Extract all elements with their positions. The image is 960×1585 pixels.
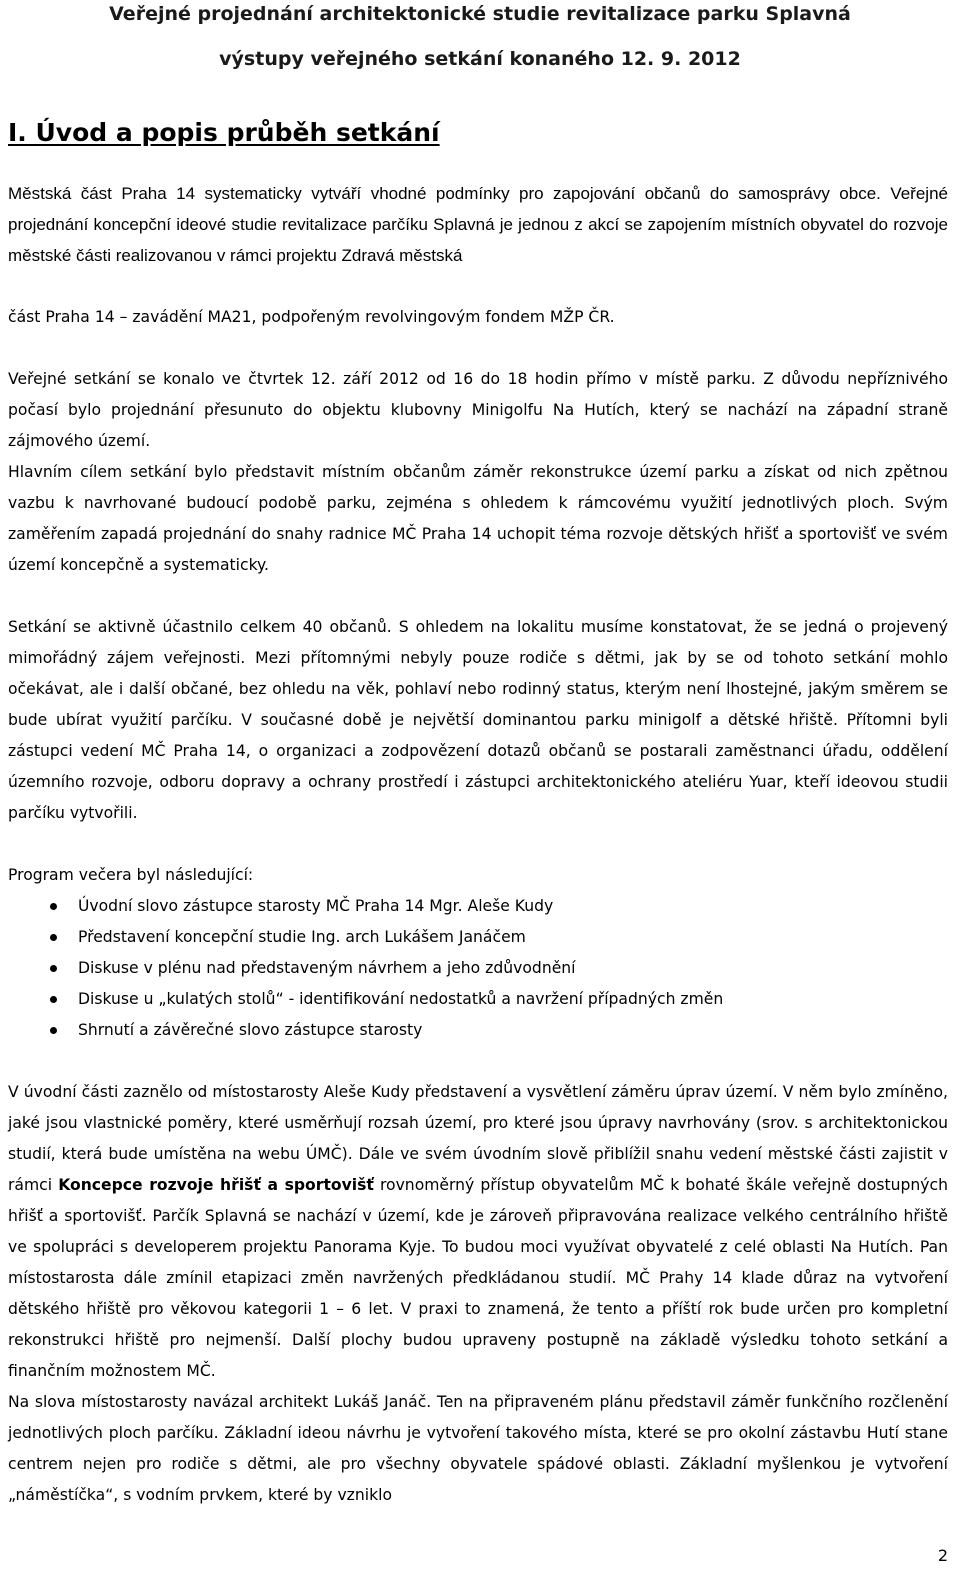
main-content [8,302,948,1511]
program-item: Diskuse u „kulatých stolů“ - identifikování nedostatků a navržení případných změn [78,984,948,1015]
intro-block [8,178,948,271]
bold-concept-title: Koncepce rozvoje hřišť a sportovišť [58,1176,374,1194]
page-number: 2 [937,1546,948,1565]
paragraph-introduction-speech [8,1077,948,1387]
paragraph-text: rovnoměrný přístup obyvatelům MČ k bohaté škále veřejně dostupných hřišť a sportovišť. Parčík Splavná se nachází v území, kde je zároveň připravována realizace velkého centrálního hřiště ve spolupráci s developerem projektu Panorama Kyje. To budou moci využívat obyvatelé z celé oblasti Na Hutích. Pan místostarosta dále zmínil etapizaci změn navržených předkládanou studií. MČ Prahy 14 klade důraz na vytvoření dětského hřiště pro věkovou kategorii 1 – 6 let. V praxi to znamená, že tento a příští rok bude určen pro kompletní rekonstrukci hřiště pro nejmenší. Další plochy budou upraveny postupně na základě výsledku tohoto setkání a finančním možnostem MČ. [8,1176,948,1380]
paragraph-architect: Na slova místostarosty navázal architekt Lukáš Janáč. Ten na připraveném plánu představil záměr funkčního rozčlenění jednotlivých ploch parčíku. Základní ideou návrhu je vytvoření takového místa, které se pro okolní zástavbu Hutí stane centrem nejen pro rodiče s dětmi, ale pro všechny obyvatele spádové oblasti. Základní myšlenkou je vytvoření „náměstíčka“, s vodním prvkem, které by vzniklo [8,1393,948,1504]
program-item: Představení koncepční studie Ing. arch Lukášem Janáčem [78,922,948,953]
paragraph-meeting-date: Veřejné setkání se konalo ve čtvrtek 12. září 2012 od 16 do 18 hodin přímo v místě parku. Z důvodu nepříznivého počasí bylo projednání přesunuto do objektu klubovny Minigolfu Na Hutích, který se nachází na západní straně zájmového území. [8,370,948,450]
document-title: Veřejné projednání architektonické studie revitalizace parku Splavná [109,3,851,25]
paragraph-goal: Hlavním cílem setkání bylo představit místním občanům záměr rekonstrukce území parku a získat od nich zpětnou vazbu k navrhované budoucí podobě parku, zejména s ohledem k rámcovému využití jednotlivých ploch. Svým zaměřením zapadá projednání do snahy radnice MČ Praha 14 uchopit téma rozvoje dětských hřišť a sportovišť ve svém území koncepčně a systematicky. [8,463,948,574]
paragraph-intro: Městská část Praha 14 systematicky vytváří vhodné podmínky pro zapojování občanů do samosprávy obce. Veřejné projednání koncepční ideové studie revitalizace parčíku Splavná je jednou z akcí se zapojením místních obyvatel do rozvoje městské části realizovanou v rámci projektu Zdravá městská [8,184,948,265]
program-item: Shrnutí a závěrečné slovo zástupce starosty [78,1015,948,1046]
paragraph-attendance: Setkání se aktivně účastnilo celkem 40 občanů. S ohledem na lokalitu musíme konstatovat, že se jedná o projevený mimořádný zájem veřejnosti. Mezi přítomnými nebyly pouze rodiče s dětmi, jak by se od tohoto setkání mohlo očekávat, ale i další občané, bez ohledu na věk, pohlaví nebo rodinný status, kterým není lhostejné, jakým směrem se bude ubírat využití parčíku. V současné době je největší dominantou parku minigolf a dětské hřiště. Přítomni byli zástupci vedení MČ Praha 14, o organizaci a zodpovězení dotazů občanů se postarali zaměstnanci úřadu, oddělení územního rozvoje, odboru dopravy a ochrany prostředí i zástupci architektonického ateliéru Yuar, kteří ideovou studii parčíku vytvořili. [8,618,948,822]
program-intro: Program večera byl následující: [8,866,254,884]
paragraph-intro-continued: část Praha 14 – zavádění MA21, podpořeným revolvingovým fondem MŽP ČR. [8,308,615,326]
program-list [8,891,948,1046]
program-item: Úvodní slovo zástupce starosty MČ Praha 14 Mgr. Aleše Kudy [78,891,948,922]
section-heading: I. Úvod a popis průběh setkání [8,118,440,147]
document-subtitle: výstupy veřejného setkání konaného 12. 9. 2012 [219,48,741,70]
paragraph-text: V úvodní části zaznělo od místostarosty Aleše Kudy představení a vysvětlení záměru úprav území. V něm bylo zmíněno, jaké jsou vlastnické poměry, které usměrňují rozsah území, pro které jsou úpravy navrhovány (srov. s architektonickou studií, která bude umístěna na webu ÚMČ). Dále ve svém úvodním slově přiblížil snahu vedení městské části zajistit v rámci [8,1083,948,1194]
program-item: Diskuse v plénu nad představeným návrhem a jeho zdůvodnění [78,953,948,984]
